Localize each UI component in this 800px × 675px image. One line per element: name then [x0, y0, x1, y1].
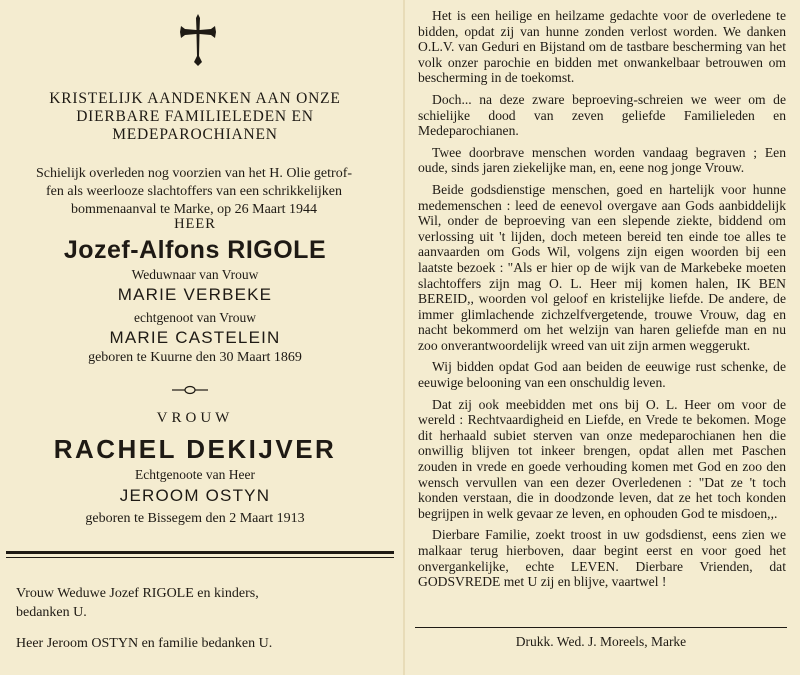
- section-rule-thin: [6, 557, 394, 558]
- vrouw-label: VROUW: [156, 410, 234, 426]
- person1-name: Jozef-Alfons RIGOLE: [63, 236, 327, 264]
- person2-husband: JEROOM OSTYN: [119, 486, 271, 505]
- paragraph: Het is een heilige en heilzame gedachte voor de overledene te bidden, opdat zij van hunne zonden verlost worden. We danken O.L.V. van Geduri en Bijstand om de tastbare bescherming van het volk onzer parochie en bidden met onwankelbaar betrouwen om bescherming in de toekomst.: [418, 8, 786, 86]
- person1-birth: geboren te Kuurne den 30 Maart 1869: [88, 350, 302, 365]
- person1-line1: Weduwnaar van Vrouw: [131, 267, 259, 282]
- right-panel: [418, 8, 786, 596]
- paragraph: Doch... na deze zware beproeving-schreien we weer om de schielijke dood van zeven geliefde Familieleden en Medeparochianen.: [418, 91, 786, 139]
- paragraph: Wij bidden opdat God aan beiden de eeuwige rust schenke, de eeuwige belooning van een onschuldig leven.: [418, 359, 786, 391]
- thanks-line: bedanken U.: [16, 605, 87, 620]
- fold-line: [403, 0, 405, 675]
- heading-line: MEDEPAROCHIANEN: [112, 126, 278, 143]
- heading-line: DIERBARE FAMILIELEDEN EN: [76, 108, 314, 125]
- person2-birth: geboren te Bissegem den 2 Maart 1913: [85, 511, 305, 526]
- card-heading: [20, 90, 370, 144]
- person2-name: RACHEL DEKIJVER: [53, 434, 337, 464]
- person1-wife2: MARIE CASTELEIN: [109, 328, 281, 347]
- heading-line: KRISTELIJK AANDENKEN AAN ONZE: [49, 90, 341, 107]
- intro-text: [16, 165, 372, 219]
- printer-credit: Drukk. Wed. J. Moreels, Marke: [515, 634, 687, 649]
- intro-line: Schielijk overleden nog voorzien van het H. Olie getrof-: [35, 166, 353, 181]
- thanks-line: Vrouw Weduwe Jozef RIGOLE en kinders,: [16, 586, 259, 601]
- cross-icon: [178, 12, 218, 68]
- intro-line: fen als weerlooze slachtoffers van een schrikkelijken: [46, 184, 342, 199]
- person1-line2: echtgenoot van Vrouw: [134, 310, 256, 325]
- ornament-icon: [170, 383, 210, 397]
- person1-wife1: MARIE VERBEKE: [117, 285, 273, 304]
- paragraph: Dat zij ook meebidden met ons bij O. L. Heer om voor de wereld : Rechtvaardigheid en Liefde, en Vrede te bekomen. Moge dit herhaald subiet sterven van onze medeparochianen hen die onwillig blijven tot inkeer brengen, opdat allen met Paschen zouden in vrede en goede verhouding komen met God en zoo den wensch vervullen van een dezer Overledenen : "Dat ze 't toch konden verstaan, die in doodzonde leven, dat ze het toch konden begrijpen in welk gevaar ze leven, en ophouden God te misdoen,,.: [418, 396, 786, 521]
- paragraph: Dierbare Familie, zoekt troost in uw godsdienst, eens zien we malkaar terug hierboven, daar begint eerst en voor goed het onvergankelijke, echte LEVEN. Dierbare Vrienden, dat GODSVREDE met U zij en blijve, vaartwel !: [418, 527, 786, 590]
- person2-line1: Echtgenoote van Heer: [135, 467, 255, 482]
- heer-label: HEER: [174, 216, 216, 232]
- paragraph: Twee doorbrave menschen worden vandaag begraven ; Een oude, sinds jaren ziekelijke man, en, eene nog jonge Vrouw.: [418, 144, 786, 176]
- intro-line: bommenaanval te Marke, op 26 Maart 1944: [70, 202, 318, 217]
- printer-rule: [415, 627, 787, 628]
- thanks-ostyn: Heer Jeroom OSTYN en familie bedanken U.: [16, 636, 273, 651]
- thanks-rigole: [16, 584, 336, 622]
- section-rule: [6, 551, 394, 554]
- paragraph: Beide godsdienstige menschen, goed en hartelijk voor hunne medemenschen : leed de eenevol overgave aan Gods aanbiddelijk Wil, onder de beproeving van een slepende ziekte, biddend om verlossing uit 't lijden, doch meteen bereid ten einde toe alles te aanvaarden om Gods Wil, volgens zijn eigen woorden bij een laatste bezoek : "Als er hier op de wijk van de Markebeke moeten slachtoffers zijn mag O. L. Heer mij komen halen, IK BEN BEREID,, woorden vol geloof en kristelijke liefde. De andere, de immer glimlachende zichzelfvergetende, trouwe Vrouw, dag en nacht bekommerd om het welzijn van haren geliefde man en nu zoo onverantwoordelijk wreed van uit zijn armen weggerukt.: [418, 181, 786, 353]
